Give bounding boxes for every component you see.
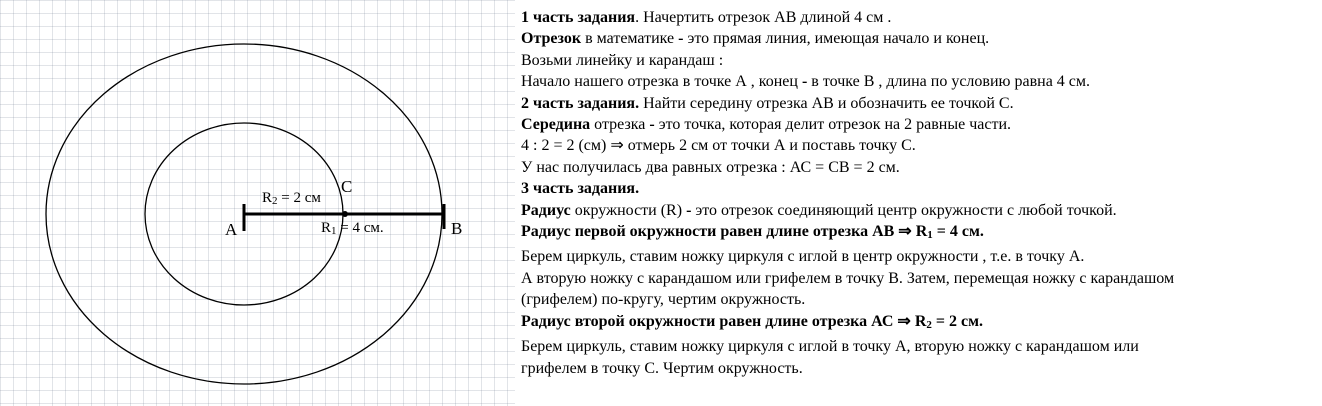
text-line-11: Радиус первой окружности равен длине отрезка АВ ⇒ R1 = 4 см. — [521, 223, 984, 242]
label-r1: R1 = 4 см. — [321, 220, 384, 237]
construction-drawing — [0, 0, 515, 406]
label-point-a: A — [225, 220, 238, 239]
drawing-panel — [0, 0, 515, 406]
text-line-7: 4 : 2 = 2 (см) ⇒ отмерь 2 см от точки А и поставь точку С. — [521, 137, 916, 155]
text-line-10: Радиус окружности (R) - это отрезок соединяющий центр окружности с любой точкой. — [521, 201, 1117, 219]
label-point-c: C — [341, 177, 353, 196]
label-r2: R2 = 2 см — [262, 190, 321, 207]
text-line-1: 1 часть задания. Начертить отрезок АВ длиной 4 см . — [521, 9, 892, 26]
text-line-4: Начало нашего отрезка в точке А , конец - в точке В , длина по условию равна 4 см. — [521, 73, 1091, 91]
text-line-17: грифелем в точку С. Чертим окружность. — [521, 359, 803, 377]
text-line-8: У нас получилась два равных отрезка : АС = СВ = 2 см. — [521, 158, 900, 176]
label-point-b: B — [451, 219, 463, 238]
task-text — [521, 7, 1316, 379]
point-c-dot — [342, 211, 348, 217]
text-line-5: 2 часть задания. Найти середину отрезка АВ и обозначить ее точкой С. — [521, 94, 1014, 112]
text-line-15: Радиус второй окружности равен длине отрезка АС ⇒ R2 = 2 см. — [521, 312, 984, 331]
text-line-16: Берем циркуль, ставим ножку циркуля с иглой в точку А, вторую ножку с карандашом или — [521, 338, 1139, 356]
text-line-12: Берем циркуль, ставим ножку циркуля с иглой в центр окружности , т.е. в точку А. — [521, 248, 1085, 266]
text-line-6: Середина отрезка - это точка, которая делит отрезок на 2 равные части. — [521, 116, 1012, 134]
text-line-13: А вторую ножку с карандашом или грифелем в точку В. Затем, перемещая ножку с карандашом — [521, 269, 1175, 287]
text-line-3: Возьми линейку и карандаш : — [521, 51, 724, 69]
text-line-2: Отрезок в математике - это прямая линия, имеющая начало и конец. — [521, 30, 990, 48]
text-line-9: 3 часть задания. — [521, 180, 640, 198]
text-line-14: (грифелем) по-кругу, чертим окружность. — [521, 291, 806, 309]
